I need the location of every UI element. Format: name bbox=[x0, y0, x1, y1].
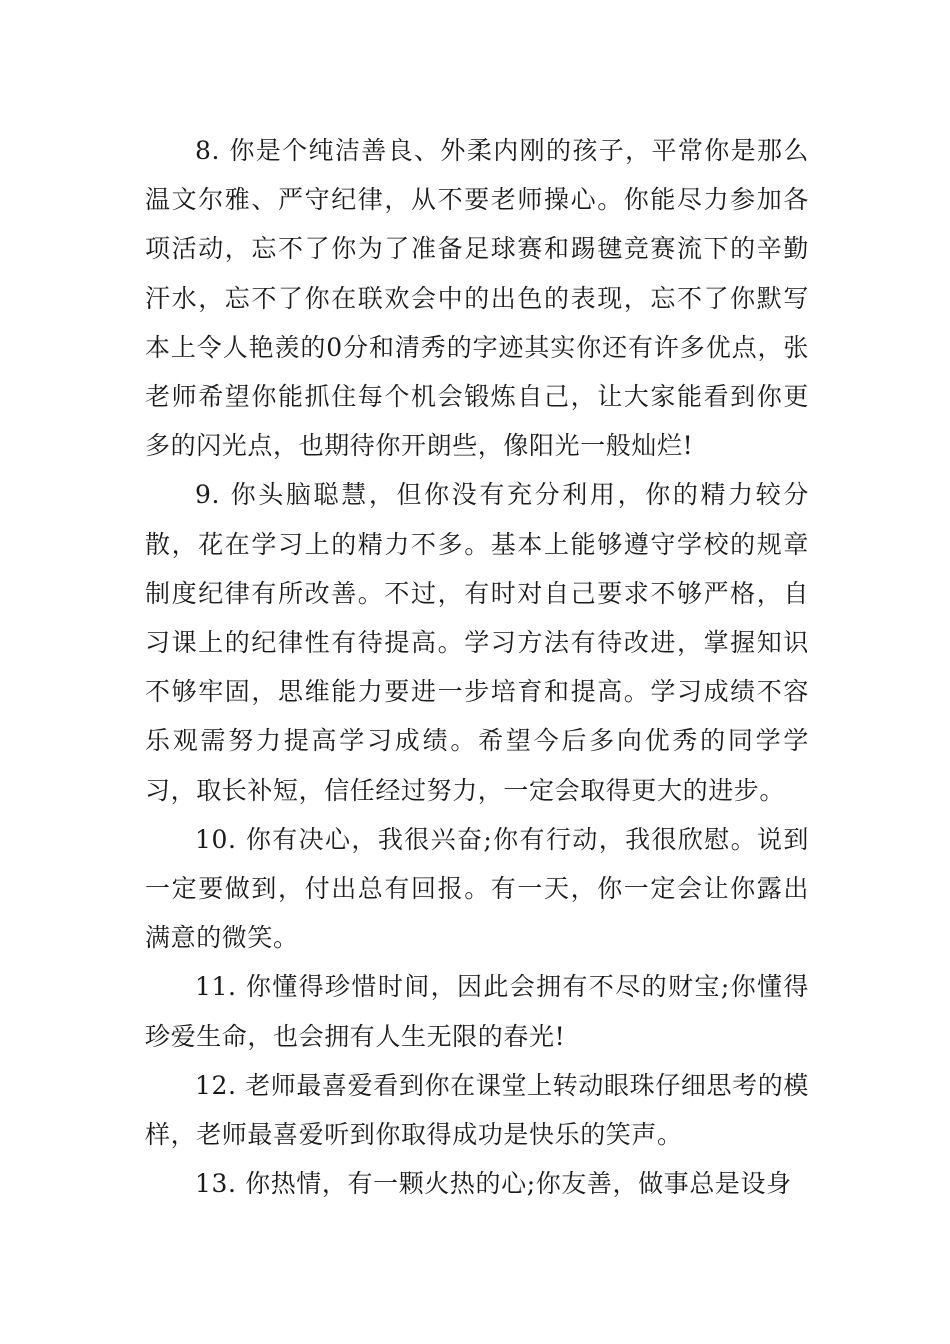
text-column bbox=[145, 126, 809, 1208]
paragraph-12: 12. 老师最喜爱看到你在课堂上转动眼珠仔细思考的模样，老师最喜爱听到你取得成功是快乐的笑声。 bbox=[145, 1070, 809, 1150]
paragraph-11: 11. 你懂得珍惜时间，因此会拥有不尽的财宝;你懂得珍爱生命，也会拥有人生无限的春光! bbox=[145, 972, 809, 1051]
paragraph-10: 10. 你有决心，我很兴奋;你有行动，我很欣慰。说到一定要做到，付出总有回报。有一天，你一定会让你露出满意的微笑。 bbox=[145, 824, 809, 953]
paragraph-8: 8. 你是个纯洁善良、外柔内刚的孩子，平常你是那么温文尔雅、严守纪律，从不要老师操心。你能尽力参加各项活动，忘不了你为了准备足球赛和踢毽竞赛流下的辛勤汗水，忘不了你在联欢会中的出色的表现，忘不了你默写本上令人艳羡的0分和清秀的字迹其实你还有许多优点，张老师希望你能抓住每个机会锻炼自己，让大家能看到你更多的闪光点，也期待你开朗些，像阳光一般灿烂! bbox=[145, 136, 809, 461]
paragraph-13: 13. 你热情，有一颗火热的心;你友善，做事总是设身 bbox=[195, 1169, 792, 1199]
paragraph-9: 9. 你头脑聪慧，但你没有充分利用，你的精力较分散，花在学习上的精力不多。基本上能够遵守学校的规章制度纪律有所改善。不过，有时对自己要求不够严格，自习课上的纪律性有待提高。学习方法有待改进，掌握知识不够牢固，思维能力要进一步培育和提高。学习成绩不容乐观需努力提高学习成绩。希望今后多向优秀的同学学习，取长补短，信任经过努力，一定会取得更大的进步。 bbox=[145, 480, 809, 805]
